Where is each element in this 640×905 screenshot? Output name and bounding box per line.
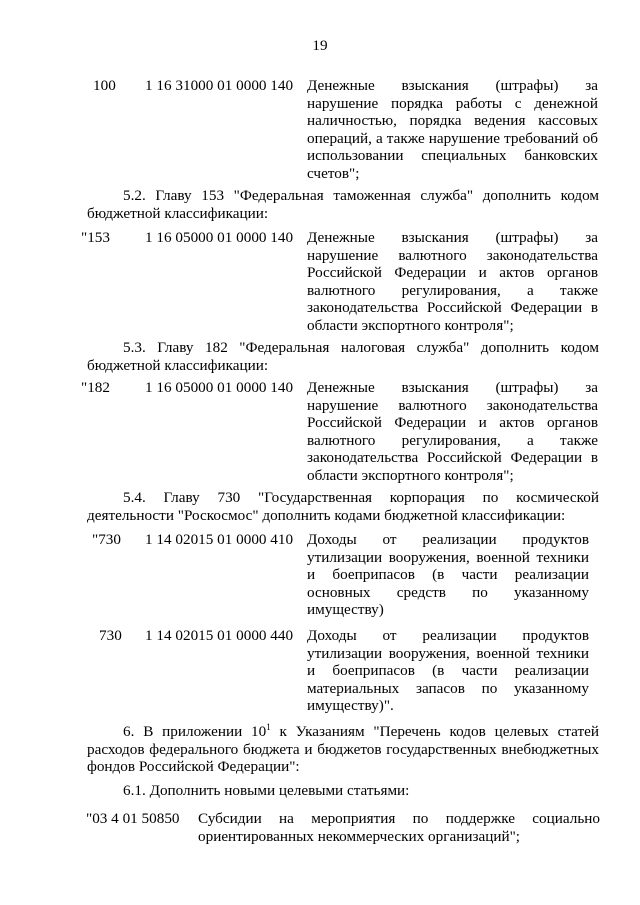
description-line: Доходы от реализации продуктов — [307, 531, 589, 548]
description-line: утилизации вооружения, военной техники — [307, 644, 589, 662]
paragraph-line: бюджетной классификации: — [87, 356, 269, 374]
description-line: области экспортного контроля"; — [307, 316, 514, 334]
paragraph-5-4 — [87, 489, 599, 524]
description-line: законодательства Российской Федерации в — [307, 449, 598, 467]
paragraph-line: бюджетной классификации: — [87, 204, 269, 222]
target-code: "03 4 01 50850 — [86, 810, 180, 827]
description-line: операций, а также нарушение требований об — [307, 129, 598, 147]
description-line: валютного регулирования, а также — [307, 431, 598, 449]
superscript: 1 — [266, 721, 271, 732]
target-description — [198, 810, 600, 845]
description-line: Российской Федерации и актов органов — [307, 414, 598, 432]
paragraph-line — [87, 723, 599, 741]
description-line: нарушение валютного законодательства — [307, 396, 598, 414]
paragraph-text: к Указаниям "Перечень кодов целевых статей — [270, 723, 599, 740]
description-line: наличностью, порядка ведения кассовых — [307, 112, 598, 130]
budget-code: 1 14 02015 01 0000 410 — [145, 531, 294, 548]
budget-code: 1 16 05000 01 0000 140 — [145, 379, 294, 396]
description-line: использовании специальных банковских — [307, 147, 598, 165]
code-description — [307, 229, 598, 335]
chapter-code: "153 — [81, 229, 110, 246]
paragraph-line: фондов Российской Федерации": — [87, 758, 300, 776]
paragraph-6 — [87, 723, 599, 776]
paragraph-6-1 — [87, 782, 599, 800]
description-line: Денежные взыскания (штрафы) за — [307, 229, 598, 246]
paragraph-line: 5.4. Главу 730 "Государственная корпорация по космической — [123, 489, 599, 506]
paragraph-line: 6.1. Дополнить новыми целевыми статьями: — [123, 782, 410, 799]
budget-code: 1 14 02015 01 0000 440 — [145, 627, 294, 644]
page-number: 19 — [312, 37, 328, 54]
description-line: утилизации вооружения, военной техники — [307, 548, 589, 566]
code-description — [307, 531, 589, 619]
description-line: Доходы от реализации продуктов — [307, 627, 589, 644]
paragraph-line: 5.2. Главу 153 "Федеральная таможенная служба" дополнить кодом — [123, 187, 599, 204]
description-line: валютного регулирования, а также — [307, 281, 598, 299]
chapter-code: 730 — [99, 627, 122, 644]
paragraph-text: 6. В приложении 10 — [123, 723, 267, 740]
chapter-code: "730 — [92, 531, 121, 548]
budget-code: 1 16 31000 01 0000 140 — [145, 77, 294, 94]
description-line: нарушение валютного законодательства — [307, 246, 598, 264]
paragraph-5-2 — [87, 187, 599, 222]
description-line: нарушение порядка работы с денежной — [307, 94, 598, 112]
description-line: области экспортного контроля"; — [307, 466, 514, 484]
paragraph-5-3 — [87, 339, 599, 374]
description-line: имуществу)". — [307, 697, 394, 715]
description-line: материальных запасов по указанному — [307, 679, 589, 697]
code-description — [307, 627, 589, 715]
description-line: Денежные взыскания (штрафы) за — [307, 379, 598, 396]
chapter-code: 100 — [93, 77, 116, 94]
description-line: основных средств по указанному — [307, 583, 589, 601]
description-line: Субсидии на мероприятия по поддержке социально — [198, 810, 600, 827]
description-line: и боеприпасов (в части реализации — [307, 566, 589, 584]
description-line: законодательства Российской Федерации в — [307, 299, 598, 317]
description-line: и боеприпасов (в части реализации — [307, 662, 589, 680]
paragraph-line: деятельности "Роскосмос" дополнить кодами бюджетной классификации: — [87, 506, 566, 524]
paragraph-line: расходов федерального бюджета и бюджетов государственных внебюджетных — [87, 740, 599, 758]
budget-code: 1 16 05000 01 0000 140 — [145, 229, 294, 246]
description-line: Российской Федерации и актов органов — [307, 264, 598, 282]
code-description — [307, 77, 598, 183]
description-line: счетов"; — [307, 164, 360, 182]
description-line: ориентированных некоммерческих организаций"; — [198, 827, 521, 845]
chapter-code: "182 — [81, 379, 110, 396]
description-line: имуществу) — [307, 601, 384, 619]
description-line: Денежные взыскания (штрафы) за — [307, 77, 598, 94]
paragraph-line: 5.3. Главу 182 "Федеральная налоговая служба" дополнить кодом — [123, 339, 599, 356]
code-description — [307, 379, 598, 485]
